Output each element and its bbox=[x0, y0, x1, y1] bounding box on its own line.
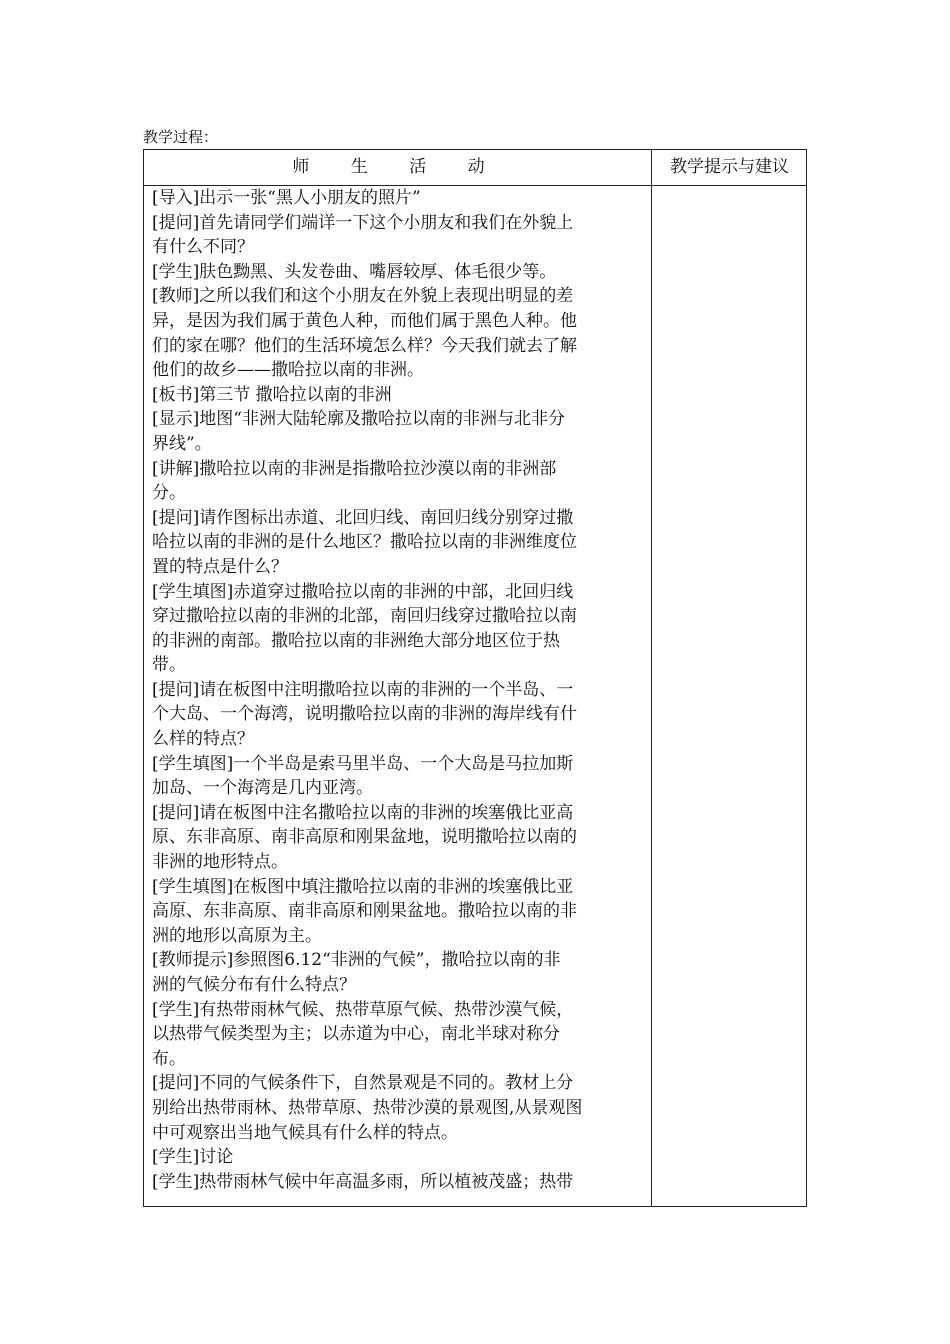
activity-line: [教师提示]参照图6.12“非洲的气候”，撒哈拉以南的非 bbox=[152, 950, 561, 971]
activity-line: [学生填图]赤道穿过撒哈拉以南的非洲的中部，北回归线 bbox=[152, 581, 574, 602]
activity-line: 穿过撒哈拉以南的非洲的北部，南回归线穿过撒哈拉以南 bbox=[152, 606, 577, 627]
activity-line: 别给出热带雨林、热带草原、热带沙漠的景观图,从景观图 bbox=[152, 1097, 583, 1118]
activity-line: 原、东非高原、南非高原和刚果盆地，说明撒哈拉以南的 bbox=[152, 827, 577, 848]
activity-line: 布。 bbox=[152, 1048, 186, 1069]
header-teacher-student-activity: 师 生 活 动 bbox=[292, 157, 503, 177]
activity-line: 高原、东非高原、南非高原和刚果盆地。撒哈拉以南的非 bbox=[152, 901, 577, 922]
activity-line: 洲的气候分布有什么特点？ bbox=[152, 975, 356, 995]
activity-line: [学生]肤色黝黑、头发卷曲、嘴唇较厚、体毛很少等。 bbox=[152, 261, 557, 282]
header-teaching-tips: 教学提示与建议 bbox=[670, 157, 789, 177]
activity-line: 么样的特点？ bbox=[152, 729, 254, 750]
activity-line: 置的特点是什么？ bbox=[152, 556, 288, 577]
activity-line: 哈拉以南的非洲的是什么地区？撒哈拉以南的非洲维度位 bbox=[152, 532, 577, 553]
activity-line: 们的家在哪？他们的生活环境怎么样？今天我们就去了解 bbox=[152, 335, 577, 356]
section-label: 教学过程： bbox=[143, 128, 219, 146]
activity-line: [显示]地图“非洲大陆轮廓及撒哈拉以南的非洲与北非分 bbox=[152, 409, 565, 430]
activity-line: [学生]有热带雨林气候、热带草原气候、热带沙漠气候， bbox=[152, 999, 574, 1020]
activity-content bbox=[152, 186, 645, 1206]
activity-line: 以热带气候类型为主；以赤道为中心，南北半球对称分 bbox=[152, 1024, 560, 1045]
activity-line: 洲的地形以高原为主。 bbox=[152, 925, 322, 946]
activity-line: 个大岛、一个海湾，说明撒哈拉以南的非洲的海岸线有什 bbox=[152, 704, 577, 725]
activity-line: [板书]第三节 撒哈拉以南的非洲 bbox=[152, 384, 392, 405]
lesson-table bbox=[143, 149, 807, 1207]
activity-line: [讲解]撒哈拉以南的非洲是指撒哈拉沙漠以南的非洲部 bbox=[152, 458, 557, 479]
activity-line: 加岛、一个海湾是几内亚湾。 bbox=[152, 778, 373, 799]
activity-line: 分。 bbox=[152, 483, 186, 504]
activity-line: [提问]请作图标出赤道、北回归线、南回归线分别穿过撒 bbox=[152, 507, 574, 528]
activity-line: 他们的故乡——撒哈拉以南的非洲。 bbox=[152, 360, 424, 381]
activity-line: [学生]讨论 bbox=[152, 1147, 234, 1168]
activity-line: [学生填图]在板图中填注撒哈拉以南的非洲的埃塞俄比亚 bbox=[152, 876, 574, 897]
activity-line: [学生填图]一个半岛是索马里半岛、一个大岛是马拉加斯 bbox=[152, 753, 574, 774]
activity-line: [学生]热带雨林气候中年高温多雨，所以植被茂盛；热带 bbox=[152, 1171, 574, 1192]
activity-line: [提问]不同的气候条件下，自然景观是不同的。教材上分 bbox=[152, 1073, 574, 1094]
activity-line: 异，是因为我们属于黄色人种，而他们属于黑色人种。他 bbox=[152, 310, 577, 331]
activity-line: [教师]之所以我们和这个小朋友在外貌上表现出明显的差 bbox=[152, 286, 574, 307]
tips-cell bbox=[652, 186, 807, 1206]
activity-line: 带。 bbox=[152, 655, 186, 676]
activity-line: [导入]出示一张“黑人小朋友的照片” bbox=[152, 188, 421, 208]
activity-line: 界线”。 bbox=[152, 433, 212, 454]
activity-line: 有什么不同？ bbox=[152, 237, 254, 258]
activity-line: 中可观察出当地气候具有什么样的特点。 bbox=[152, 1122, 458, 1143]
activity-line: [提问]请在板图中注明撒哈拉以南的非洲的一个半岛、一 bbox=[152, 679, 574, 700]
activity-line: [提问]首先请同学们端详一下这个小朋友和我们在外貌上 bbox=[152, 212, 574, 233]
activity-line: 非洲的地形特点。 bbox=[152, 852, 288, 873]
activity-line: 的非洲的南部。撒哈拉以南的非洲绝大部分地区位于热 bbox=[152, 630, 560, 651]
activity-line: [提问]请在板图中注名撒哈拉以南的非洲的埃塞俄比亚高 bbox=[152, 802, 574, 823]
